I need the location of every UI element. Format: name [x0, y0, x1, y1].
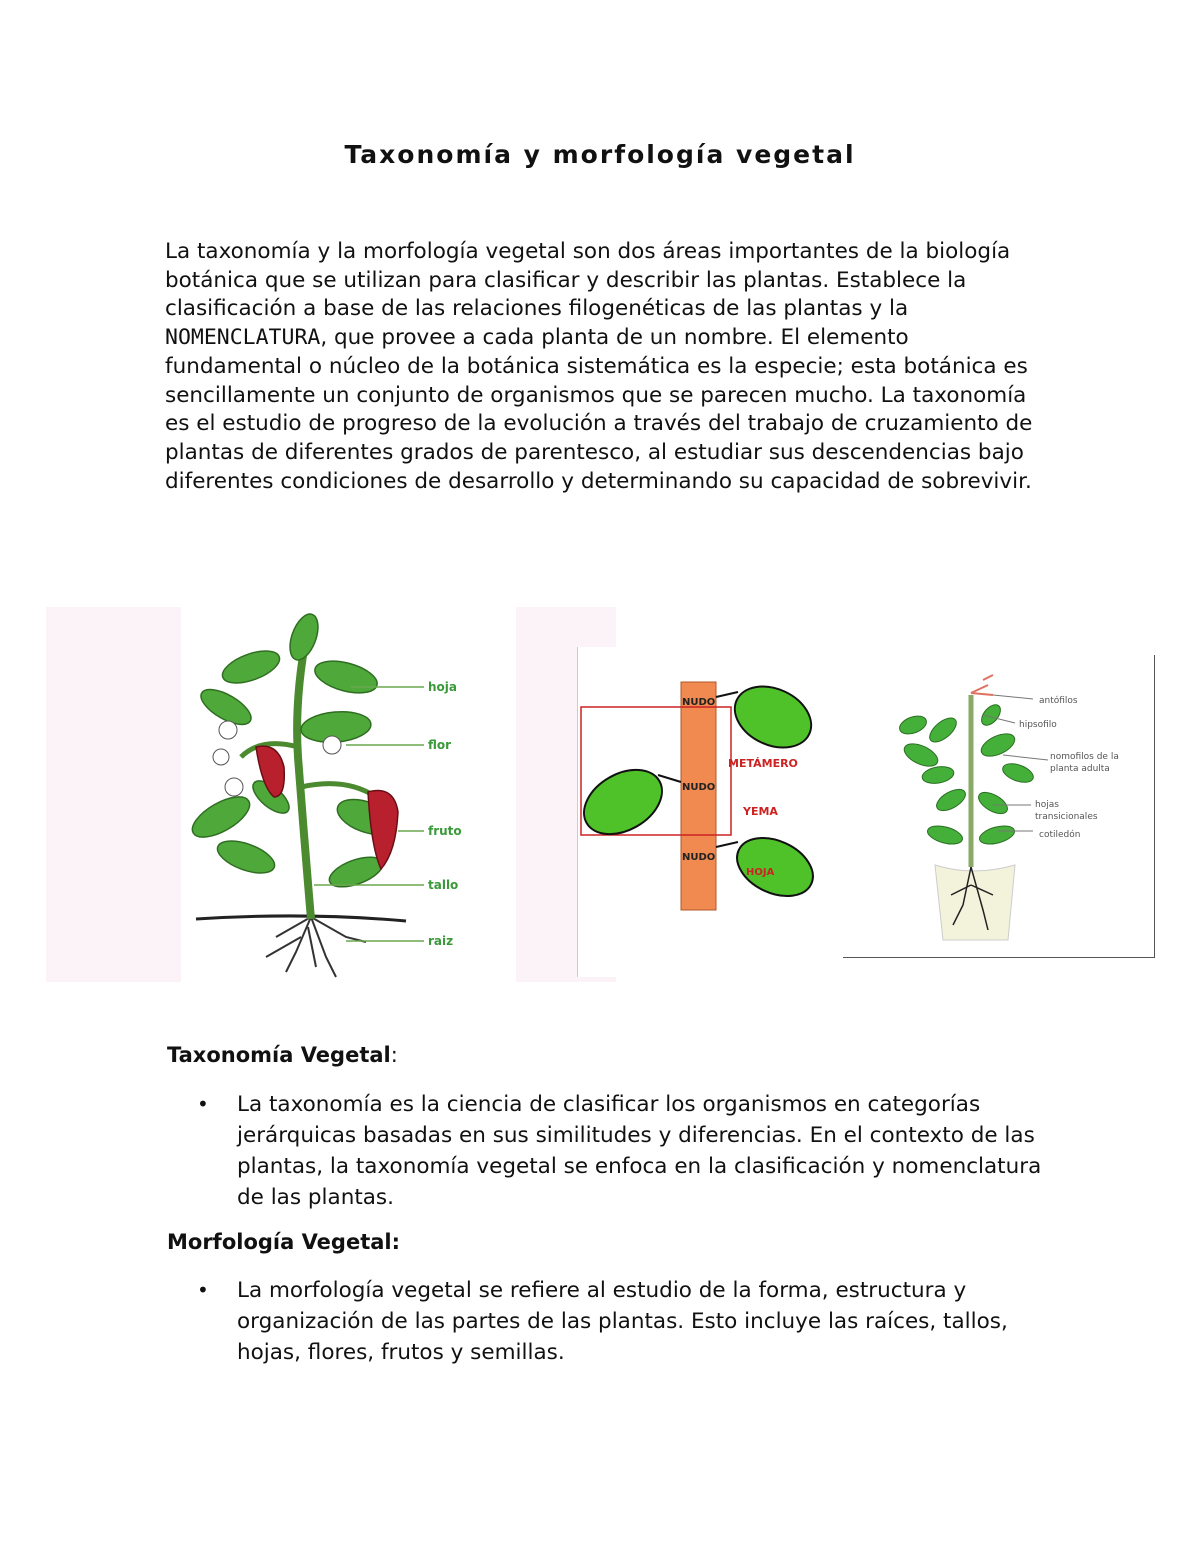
label-hojas: hojas	[1035, 800, 1059, 810]
label-flor: flor	[428, 738, 452, 752]
stem-metamer-figure	[577, 647, 836, 977]
node-label-1: NUDO	[682, 697, 716, 708]
label-cotiledon: cotiledón	[1039, 830, 1081, 840]
section-heading-taxonomia-text: Taxonomía Vegetal	[167, 1043, 391, 1067]
plant-parts-figure	[46, 607, 616, 982]
label-raiz: raiz	[428, 934, 454, 948]
seedling-figure	[843, 655, 1155, 958]
list-item	[197, 1089, 1047, 1213]
stem-metamer-illustration	[578, 647, 836, 977]
plant-parts-illustration	[46, 607, 616, 982]
seedling-illustration	[843, 655, 1154, 957]
intro-paragraph	[165, 238, 1035, 496]
label-antofilos: antófilos	[1039, 696, 1078, 706]
leaf-label: HOJA	[746, 867, 775, 878]
label-hipsofilo: hipsofilo	[1019, 720, 1057, 730]
page-title: Taxonomía y morfología vegetal	[344, 140, 856, 169]
label-tallo: tallo	[428, 878, 459, 892]
label-nomofilos-1: nomofilos de la	[1050, 752, 1119, 762]
intro-text-1: La taxonomía y la morfología vegetal son dos áreas importantes de la biología botánica que se utilizan para clasificar y describir las plantas. Establece la clasificación a base de las relaciones filogenéticas de las plantas y la	[165, 239, 1011, 322]
nomenclatura-term: NOMENCLATURA	[165, 325, 321, 351]
bullet-icon: •	[197, 1092, 209, 1116]
bullet-text-taxonomia: La taxonomía es la ciencia de clasificar los organismos en categorías jerárquicas basadas en sus similitudes y diferencias. En el contexto de las plantas, la taxonomía vegetal se enfoca en la clasificación y nomenclatura de las plantas.	[237, 1092, 1042, 1210]
bullet-text-morfologia: La morfología vegetal se refiere al estudio de la forma, estructura y organización de las partes de las plantas. Esto incluye las raíces, tallos, hojas, flores, frutos y semillas.	[237, 1278, 1008, 1365]
section-heading-colon: :	[390, 1043, 398, 1067]
label-nomofilos-2: planta adulta	[1050, 764, 1110, 774]
intro-text-2: , que provee a cada planta de un nombre. El elemento fundamental o núcleo de la botánica sistemática es la especie; esta botánica es sencillamente un conjunto de organismos que se parecen mucho. La taxonomía es el estudio de progreso de la evolución a través del trabajo de cruzamiento de plantas de diferentes grados de parentesco, al estudiar sus descendencias bajo diferentes condiciones de desarrollo y determinando su capacidad de sobrevivir.	[165, 325, 1033, 494]
node-label-2: NUDO	[682, 782, 716, 793]
label-hoja: hoja	[428, 680, 457, 694]
bullet-icon: •	[197, 1278, 209, 1302]
label-fruto: fruto	[428, 824, 462, 838]
bud-label: YEMA	[743, 805, 778, 818]
list-item	[197, 1275, 1047, 1368]
label-transicionales: transicionales	[1035, 812, 1098, 822]
metamer-label: METÁMERO	[728, 757, 798, 770]
section-heading-morfologia: Morfología Vegetal:	[167, 1230, 401, 1254]
node-label-3: NUDO	[682, 852, 716, 863]
section-heading-taxonomia	[167, 1043, 398, 1067]
